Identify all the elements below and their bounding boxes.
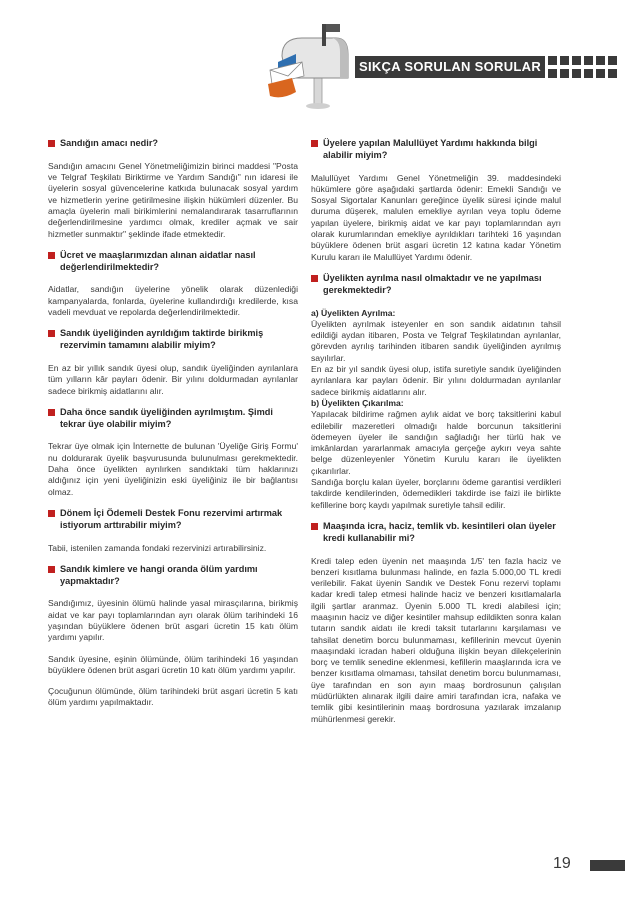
left-column (48, 138, 298, 719)
faq-question: Sandık üyeliğinden ayrıldığım taktirde birikmiş rezervimin tamamını alabilir miyim? (48, 328, 298, 352)
faq-answer: Üyelikten ayrılmak isteyenler en son sandık aidatının tahsil edildiği aydan itibaren, Posta ve Telgraf Teşkilatından ayrılanlar, görevden ayrılış tarihinden itibaren sandık üyeliğinden ayrılmış sayılırlar. (311, 318, 561, 363)
faq-answer: Aidatlar, sandığın üyelerine yönelik olarak düzenlediği kampanyalarda, fonlarda, üyelerine kullandırdığı kredilerde, kısa vadeli mevduat ve repolarda değerlendirilmektedir. (48, 284, 298, 318)
faq-answer: Tekrar üye olmak için İnternette de bulunan 'Üyeliğe Giriş Formu' nu doldurarak üyelik başvurusunda bulunulması gerekmektedir. Daha önce üyelikten ayrılırken sandıktaki tüm haklarınızı aldığınız için yeni üyeliğinizin eski üyeliğiniz ile bir bağlantısı olmaz. (48, 441, 298, 497)
faq-answer: Çocuğunun ölümünde, ölüm tarihindeki brüt asgari ücretin 5 katı ölüm yardımı yapılmaktadır. (48, 686, 298, 708)
faq-answer: Kredi talep eden üyenin net maaşında 1/5' ten fazla haciz ve benzeri kısıtlama bulunması halinde, en fazla 5.000,00 TL kredi verilebilir. Fakat üyenin Sandık ve Destek Fonu rezervi toplamı kadar kredi talep etmesi halinde haciz ve benzeri kısıtlamalarla ilgili şartlar aranmaz. Üyenin 5.000 TL kredi alabilesi için; maaşının haciz ve diğer kesintiler mahsup edildikten sonra kalan tutarın sandık aidatı ile kredi taksit tutarlarını karşılaması ve tahsilat denetim borcu bulunmaması, kefillerinin mevcut üyenin maaşındaki icradan haberi olduğuna ilişkin beyan dilekçelerinin borç ve temlik senedine eklenmesi, kefillerin maaşlarında icra ve benzer kısıtlama olmaması, tahsilat denetim borcu bulunmaması, üye tarafından en son ayın maaş bordrosunun çalışılan müdürlükten alınarak ilgili daire amiri tarafından icra, nafaka ve temlik gibi kesintilerinin maaş bordrosuna yazılarak imzalanıp mühürlenmesi gerekir. (311, 555, 561, 724)
faq-subheading: a) Üyelikten Ayrılma: (311, 307, 396, 318)
faq-question: Sandığın amacı nedir? (48, 138, 298, 150)
faq-answer: Sandığımız, üyesinin ölümü halinde yasal mirasçılarına, birikmiş aidat ve kar payı toplamlarından ayrı olarak ölüm tarihindeki 16 yaşından büyüklere ödenen brüt asgari ücretin 15 katı ölüm yardımı yapılır. (48, 598, 298, 643)
faq-subheading: b) Üyelikten Çıkarılma: (311, 397, 404, 408)
faq-answer: Sandık üyesine, eşinin ölümünde, ölüm tarihindeki 16 yaşından büyüklere ödenen brüt asgari ücretin 10 katı ölüm yardımı yapılır. (48, 653, 298, 675)
faq-question: Maaşında icra, haciz, temlik vb. kesintileri olan üyeler kredi kullanabilir mi? (311, 521, 561, 545)
faq-question: Ücret ve maaşlarımızdan alınan aidatlar nasıl değerlendirilmektedir? (48, 250, 298, 274)
faq-question: Dönem İçi Ödemeli Destek Fonu rezervimi artırmak istiyorum arttırabilir miyim? (48, 508, 298, 532)
page-header-title: SIKÇA SORULAN SORULAR (355, 56, 545, 78)
faq-question: Daha önce sandık üyeliğinden ayrılmıştım. Şimdi tekrar üye olabilir miyim? (48, 407, 298, 431)
faq-question: Sandık kimlere ve hangi oranda ölüm yardımı yapmaktadır? (48, 564, 298, 588)
right-column (311, 138, 561, 735)
faq-answer: Sandığın amacını Genel Yönetmeliğimizin birinci maddesi "Posta ve Telgraf Teşkilatı Biriktirme ve Yardım Sandığı" nın idaresi ile üyelerin sosyal güvencelerine katkıda bulunacak sosyal yardım ve hizmetlerin yerine getirilmesine ilişkin hükümleri düzenler. Bu amaçla üyelerin mali birikimlerini nemalandırarak tasarruflarının değerlendirilmesine yardımcı olmak, krediler açmak ve sair hizmetler sunmaktır" şeklinde ifade etmektedir. (48, 160, 298, 239)
faq-answer: Sandığa borçlu kalan üyeler, borçlarını ödeme garantisi verdikleri takdirde kendilerinden, ödemedikleri takdirde ise faizi ile birlikte kefillerine borç kaydı yapılmak suretiyle tahsil edilir. (311, 477, 561, 510)
footer-bar (590, 860, 625, 871)
faq-answer: Malullüyet Yardımı Genel Yönetmeliğin 39. maddesindeki hükümlere göre aşağıdaki şartlarda ödenir: Emekli Sandığı ve Sosyal Sigortalar Kanunları gereğince üyelik süresi içinde malul duruma düşerek, malulen emekliye ayrılan veya toplu ödeme yapılan üyelere, birikmiş aidat ve kar payı toplamlarından ayrı olarak kurumlarından emekliye ayrıldıkları tarihteki 16 yaşından büyüklere ödenen brüt asgari ücretin 12 katına kadar Yönetim Kurulu kararı ile Malullüyet Yardımı ödenir. (311, 172, 561, 262)
faq-question: Üyelikten ayrılma nasıl olmaktadır ve ne yapılması gerekmektedir? (311, 273, 561, 297)
faq-question: Üyelere yapılan Malullüyet Yardımı hakkında bilgi alabilir miyim? (311, 138, 561, 162)
faq-answer: En az bir yıl sandık üyesi olup, istifa suretiyle sandık üyeliğinden ayrılanlara kar payları ödenir. Bir yılını doldurmadan ayrılanlar sadece birikmiş aidatlarını alır. (311, 364, 561, 397)
page-number: 19 (553, 855, 571, 872)
mailbox-icon (262, 18, 358, 114)
faq-answer: Tabii, istenilen zamanda fondaki rezervinizi artırabilirsiniz. (48, 542, 267, 553)
faq-answer: Yapılacak bildirime rağmen aylık aidat ve borç taksitlerini kabul edilebilir mazeretleri olmadığı halde borcunun taksitlerini ödemeyen üyeler ile sandığın sağladığı her türlü hak ve imkânlardan yararlanmak amacıyla gerçeğe aykırı veya sahte belge düzenleyenler Yönetim Kurulu kararı ile üyelikten çıkarılırlar. (311, 409, 561, 476)
faq-answer: En az bir yıllık sandık üyesi olup, sandık üyeliğinden ayrılanlara tüm yılların kâr payları ödenir. Bir yılını doldurmadan ayrılanlar sadece birikmiş aidatlarını alır. (48, 362, 298, 396)
header-squares-decoration (548, 56, 617, 78)
